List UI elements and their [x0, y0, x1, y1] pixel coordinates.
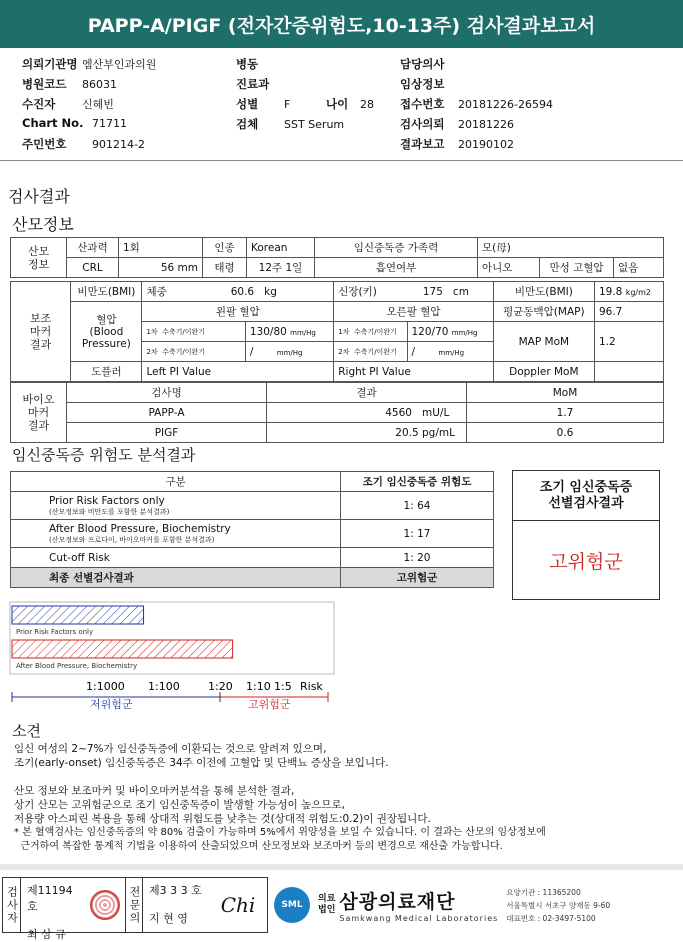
hypertension-label: 만성 고혈압 — [540, 258, 614, 278]
race-label: 인종 — [203, 238, 247, 258]
opinion-line-3 — [14, 770, 678, 784]
left2-label-cell — [142, 342, 245, 362]
smoking-label: 흡연여부 — [315, 258, 478, 278]
header-divider — [0, 160, 683, 161]
label-patient: 수진자 — [22, 97, 56, 111]
bio-result-pappa — [267, 403, 467, 423]
footer-divider — [0, 864, 683, 870]
opinion-line-6: 저용량 아스피린 복용을 통해 상대적 위험도를 낮추는 것(상대적 위험도:0.2)이 권장됩니다. — [14, 813, 431, 825]
opinion-title: 소견 — [12, 722, 41, 740]
crl-value: 56 mm — [119, 258, 203, 278]
doctor-side: 전문의 — [125, 878, 143, 932]
risk-row-prior — [11, 492, 341, 520]
value-resident-no: 901214-2 — [92, 138, 145, 151]
org-names — [339, 887, 498, 923]
value-patient: 신혜빈 — [82, 98, 114, 111]
risk-row-after — [11, 520, 341, 548]
header-col2 — [236, 56, 396, 136]
bar-after-bp-label: After Blood Pressure, Biochemistry — [16, 662, 138, 670]
doppler-mom-label: Doppler MoM — [493, 362, 594, 382]
right1-unit: mm/Hg — [451, 328, 478, 337]
value-report-date: 20190102 — [458, 138, 514, 151]
bio-unit-pappa: mU/L — [422, 406, 450, 419]
left1-value: 130/80 — [249, 325, 287, 338]
right1-sysdia: 수축기/이완기 — [353, 327, 397, 336]
footer-signatures — [2, 877, 268, 941]
opinion-line-2: 조기(early-onset) 임신중독증은 34주 이전에 고혈압 및 단백뇨 증상을 보입니다. — [14, 757, 389, 769]
left2-value: / — [249, 345, 254, 358]
doctor-license: 제3 3 3 호 — [149, 884, 202, 897]
maternal-title: 산모정보 — [12, 215, 74, 234]
bio-result-pigf — [267, 423, 467, 443]
org-logo — [274, 878, 679, 932]
bio-head-result: 결과 — [267, 383, 467, 403]
value-chart-no: 71711 — [92, 117, 127, 130]
map-mom-value: 1.2 — [594, 322, 663, 362]
risk-sub-after: (산모정보와 프로다이, 바이오마커를 포함한 분석결과) — [49, 535, 215, 544]
low-risk-label: 저위험군 — [90, 698, 133, 711]
risk-value-cutoff: 1: 20 — [341, 548, 494, 568]
right2-round: 2차 — [338, 347, 350, 356]
org-contact — [506, 886, 610, 925]
map-value: 96.7 — [594, 302, 663, 322]
risk-label-prior: Prior Risk Factors only — [49, 494, 165, 507]
screening-box-result: 고위험군 — [549, 550, 623, 573]
doctor-signature: Chi — [220, 893, 256, 917]
label-report-date: 결과보고 — [400, 137, 445, 151]
opinion-text — [14, 742, 678, 854]
bmi-label: 비만도(BMI) — [71, 282, 142, 302]
left1-value-cell — [245, 322, 333, 342]
risk-final-label: 최종 선별검사결과 — [11, 568, 341, 588]
bar-prior-risk-label: Prior Risk Factors only — [16, 628, 94, 636]
bar-prior-risk — [12, 606, 144, 624]
left2-value-cell — [245, 342, 333, 362]
opinion-line-8: 근거하여 복잡한 통계적 기법을 이용하여 산출되었으며 산모정보와 보조마커 등의 변경으로 재산출 가능합니다. — [14, 841, 503, 852]
tick-1-20: 1:20 — [208, 680, 233, 693]
height-value: 175 — [422, 286, 443, 298]
tick-1-10: 1:10 — [246, 680, 271, 693]
gravida-label: 산과력 — [67, 238, 119, 258]
gravida-value: 1회 — [119, 238, 203, 258]
tester-side: 검사자 — [3, 878, 21, 932]
tick-1-5: 1:5 — [274, 680, 292, 693]
label-department: 진료과 — [236, 77, 270, 91]
doppler-mom-value — [594, 362, 663, 382]
maternal-table — [10, 237, 664, 278]
label-resident-no: 주민번호 — [22, 137, 67, 151]
height-unit: cm — [452, 286, 469, 298]
right1-value: 120/70 — [411, 325, 449, 338]
risk-sub-prior: (산모정보와 비만도를 포함한 분석결과) — [49, 507, 170, 516]
tick-1-1000: 1:1000 — [86, 680, 125, 693]
weight-label: 체중 — [146, 286, 167, 298]
risk-label-cutoff: Cut-off Risk — [11, 548, 341, 568]
right2-unit: mm/Hg — [438, 348, 465, 357]
markers-table — [10, 281, 664, 382]
ga-label: 태령 — [203, 258, 247, 278]
value-hospital-code: 86031 — [82, 78, 117, 91]
header-col3 — [400, 56, 670, 156]
left-bp-header: 왼팔 혈압 — [142, 302, 334, 322]
opinion-line-1: 임신 여성의 2~7%가 임신중독증에 이환되는 것으로 알려져 있으며, — [14, 743, 327, 755]
risk-label-after: After Blood Pressure, Biochemistry — [49, 522, 231, 535]
risk-chart — [8, 600, 344, 712]
bio-head-name: 검사명 — [67, 383, 267, 403]
risk-final-value: 고위험군 — [341, 568, 494, 588]
left2-unit: mm/Hg — [276, 348, 303, 357]
bar-after-bp — [12, 640, 233, 658]
bio-mom-pappa: 1.7 — [467, 403, 664, 423]
ga-value: 12주 1일 — [247, 258, 315, 278]
results-title: 검사결과 — [8, 187, 70, 206]
report-title: PAPP-A/PIGF (전자간증위험도,10-13주) 검사결과보고서 — [0, 0, 683, 48]
right-pi-label: Right PI Value — [334, 362, 493, 382]
weight-value: 60.6 — [230, 286, 255, 298]
bio-unit-pigf: pg/mL — [422, 426, 455, 439]
right-bp-header: 오른팔 혈압 — [334, 302, 493, 322]
family-label: 임신중독증 가족력 — [315, 238, 478, 258]
maternal-side-label: 산모 정보 — [11, 238, 67, 278]
bio-name-pappa: PAPP-A — [67, 403, 267, 423]
tick-1-100: 1:100 — [148, 680, 180, 693]
right1-value-cell — [407, 322, 493, 342]
hypertension-value: 없음 — [614, 258, 664, 278]
label-receipt-no: 접수번호 — [400, 97, 445, 111]
doppler-label: 도플러 — [71, 362, 142, 382]
bio-mom-pigf: 0.6 — [467, 423, 664, 443]
value-institution: 엠산부인과의원 — [82, 58, 157, 71]
label-doctor: 담당의사 — [400, 57, 445, 71]
org-english-name: Samkwang Medical Laboratories — [339, 914, 499, 923]
family-value: 모(母) — [478, 238, 664, 258]
weight-unit: kg — [264, 286, 277, 298]
tester-name: 최 삼 규 — [27, 928, 66, 941]
tester-seal-icon — [85, 878, 125, 932]
bio-value-pappa: 4560 — [385, 406, 412, 419]
opinion-line-7: * 본 혈액검사는 임신중독증의 약 80% 검출이 가능하며 5%에서 위양성을 보일 수 있습니다. 이 결과는 산모의 임상정보에 — [14, 827, 546, 838]
value-receipt-no: 20181226-26594 — [458, 98, 553, 111]
right1-label-cell — [334, 322, 407, 342]
screening-box-title: 조기 임신중독증 선별검사결과 — [513, 471, 659, 521]
header-col1 — [22, 56, 222, 156]
left1-sysdia: 수축기/이완기 — [162, 327, 206, 336]
right2-value: / — [411, 345, 416, 358]
label-clinical-info: 임상정보 — [400, 77, 445, 91]
biomarker-table — [10, 382, 664, 443]
tick-risk: Risk — [300, 680, 323, 693]
screening-box — [512, 470, 660, 600]
tester-license: 제11194호 — [27, 884, 73, 913]
bmi2-cell — [594, 282, 663, 302]
label-chart-no: Chart No. — [22, 116, 84, 130]
label-specimen: 검체 — [236, 117, 259, 131]
left2-sysdia: 수축기/이완기 — [162, 347, 206, 356]
opinion-line-4: 산모 정보와 보조마커 및 바이오마커분석을 통해 분석한 결과, — [14, 785, 295, 797]
weight-cell — [142, 282, 334, 302]
right1-round: 1차 — [338, 327, 350, 336]
right2-label-cell — [334, 342, 407, 362]
high-risk-label: 고위험군 — [248, 698, 291, 711]
value-age: 28 — [360, 98, 374, 111]
org-phone: 대표번호 : 02-3497-5100 — [506, 913, 596, 923]
smoking-value: 아니오 — [478, 258, 540, 278]
markers-side-label: 보조 마커 결과 — [11, 282, 71, 382]
left1-round: 1차 — [146, 327, 158, 336]
height-cell — [334, 282, 493, 302]
right2-sysdia: 수축기/이완기 — [353, 347, 397, 356]
left1-label-cell — [142, 322, 245, 342]
value-request-date: 20181226 — [458, 118, 514, 131]
bio-head-mom: MoM — [467, 383, 664, 403]
doctor-name: 지 현 영 — [149, 912, 188, 925]
label-age: 나이 — [326, 97, 349, 111]
org-address: 서울특별시 서초구 양재동 9-60 — [506, 900, 611, 910]
label-institution: 의뢰기관명 — [22, 57, 78, 71]
label-ward: 병동 — [236, 57, 259, 71]
right2-value-cell — [407, 342, 493, 362]
org-type: 의료 법인 — [318, 894, 336, 915]
risk-value-after: 1: 17 — [341, 520, 494, 548]
sml-logo-text: SML — [281, 900, 303, 910]
bio-name-pigf: PIGF — [67, 423, 267, 443]
left1-unit: mm/Hg — [290, 328, 316, 337]
map-label: 평균동맥압(MAP) — [493, 302, 594, 322]
height-label: 신장(키) — [338, 286, 377, 298]
risk-head-category: 구분 — [11, 472, 341, 492]
map-mom-label: MAP MoM — [493, 322, 594, 362]
label-request-date: 검사의뢰 — [400, 117, 445, 131]
label-hospital-code: 병원코드 — [22, 77, 67, 91]
bmi2-unit: kg/m2 — [625, 287, 652, 297]
risk-value-prior: 1: 64 — [341, 492, 494, 520]
org-name: 삼광의료재단 — [339, 891, 456, 913]
label-sex: 성별 — [236, 97, 259, 111]
doctor-info — [143, 878, 209, 932]
org-code: 요양기관 : 11365200 — [506, 887, 581, 897]
tester-info — [21, 878, 85, 941]
race-value: Korean — [247, 238, 315, 258]
bmi2-label: 비만도(BMI) — [493, 282, 594, 302]
bio-value-pigf: 20.5 — [395, 426, 419, 439]
left2-round: 2차 — [146, 347, 158, 356]
sml-logo-icon — [274, 887, 310, 923]
bp-label: 혈압 (Blood Pressure) — [71, 302, 142, 362]
bio-side-label: 바이오 마커 결과 — [11, 383, 67, 443]
opinion-line-5: 상기 산모는 고위험군으로 조기 임신중독증이 발생할 가능성이 높으므로, — [14, 799, 345, 811]
crl-label: CRL — [67, 258, 119, 278]
value-sex: F — [284, 98, 291, 111]
risk-title: 임신중독증 위험도 분석결과 — [12, 446, 196, 464]
bmi2-value: 19.8 — [598, 285, 623, 298]
risk-table — [10, 471, 494, 588]
left-pi-label: Left PI Value — [142, 362, 334, 382]
risk-head-value: 조기 임신중독증 위험도 — [341, 472, 494, 492]
value-specimen: SST Serum — [284, 118, 345, 131]
